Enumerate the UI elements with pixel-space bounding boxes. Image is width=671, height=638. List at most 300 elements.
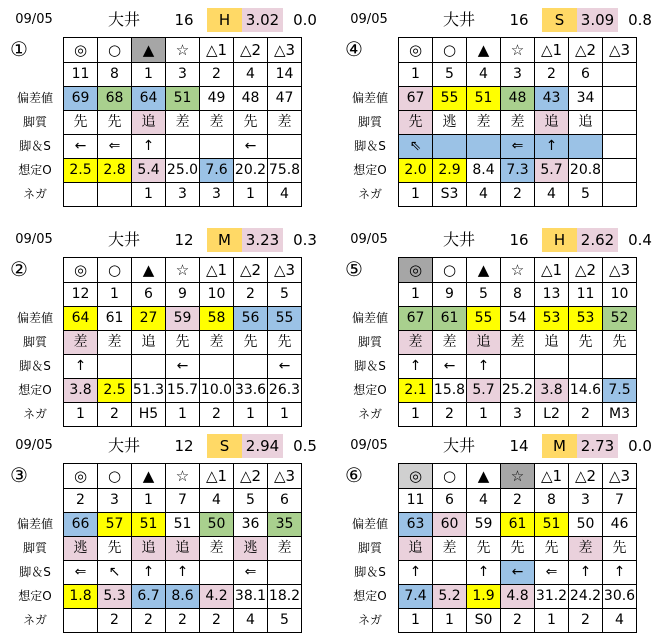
race-grade-badge: H <box>207 8 242 32</box>
cell-ashi-3: ↑ <box>467 561 501 585</box>
race-grade-badge: S <box>207 434 242 458</box>
cell-nega-3: 2 <box>132 609 166 633</box>
cell-odds-5: 5.7 <box>535 159 569 183</box>
cell-quality-4: 先 <box>501 537 535 561</box>
cell-odds-3: 5.7 <box>467 379 501 403</box>
cell-odds-3: 51.3 <box>132 379 166 403</box>
cell-marks-7: △3 <box>603 464 637 489</box>
cell-odds-4: 7.3 <box>501 159 535 183</box>
row-negative <box>399 403 637 427</box>
cell-marks-3: ▲ <box>467 38 501 63</box>
race-score: 2.62 <box>577 228 618 252</box>
cell-dev-6: 48 <box>234 87 268 111</box>
cell-ashi-3 <box>132 355 166 379</box>
cell-nega-7 <box>603 183 637 207</box>
race-score: 3.02 <box>242 8 283 32</box>
cell-dev-5: 53 <box>535 307 569 331</box>
cell-dev-6: 50 <box>569 513 603 537</box>
row-marks <box>64 258 302 283</box>
cell-odds-3: 6.7 <box>132 585 166 609</box>
cell-ashi-4: ← <box>166 355 200 379</box>
cell-nums-2: 5 <box>433 63 467 87</box>
cell-quality-4: 差 <box>501 331 535 355</box>
cell-quality-3: 追 <box>132 331 166 355</box>
cell-odds-4: 25.2 <box>501 379 535 403</box>
cell-marks-1: ◎ <box>64 38 98 63</box>
cell-nums-3: 6 <box>132 283 166 307</box>
cell-quality-5: 差 <box>200 331 234 355</box>
cell-odds-5: 3.8 <box>535 379 569 403</box>
cell-ashi-1: ← <box>64 135 98 159</box>
cell-ashi-2: ⇐ <box>98 135 132 159</box>
cell-ashi-7 <box>603 355 637 379</box>
cell-marks-6: △2 <box>569 38 603 63</box>
race-score: 3.23 <box>242 228 283 252</box>
cell-nega-3: 1 <box>467 403 501 427</box>
label-nega: ネガ <box>22 407 47 421</box>
race-venue: 大井 <box>442 230 475 249</box>
cell-odds-1: 1.8 <box>64 585 98 609</box>
cell-quality-5: 差 <box>200 111 234 135</box>
race-grade-badge: H <box>542 228 577 252</box>
cell-nums-7 <box>603 63 637 87</box>
cell-ashi-5 <box>200 355 234 379</box>
row-marks <box>64 38 302 63</box>
label-nega: ネガ <box>357 187 382 201</box>
row-expected-odds <box>64 159 302 183</box>
cell-ashi-5 <box>200 135 234 159</box>
cell-nums-7: 10 <box>603 283 637 307</box>
cell-nums-1: 1 <box>399 63 433 87</box>
cell-ashi-7: ← <box>268 355 302 379</box>
race-value: 0.3 <box>293 231 317 249</box>
cell-ashi-7 <box>268 135 302 159</box>
cell-dev-1: 69 <box>64 87 98 111</box>
cell-quality-1: 先 <box>64 111 98 135</box>
row-horse-numbers <box>64 489 302 513</box>
cell-marks-1: ◎ <box>64 258 98 283</box>
row-position-arrows <box>399 355 637 379</box>
race-header <box>8 432 331 460</box>
race-date: 09/05 <box>350 438 388 453</box>
cell-nega-7: 4 <box>268 183 302 207</box>
row-running-style <box>399 537 637 561</box>
cell-marks-7: △3 <box>268 258 302 283</box>
row-deviation <box>64 307 302 331</box>
race-value: 0.0 <box>628 437 652 455</box>
cell-quality-6: 先 <box>234 331 268 355</box>
cell-ashi-5 <box>200 561 234 585</box>
cell-nega-1: 1 <box>399 609 433 633</box>
cell-nega-2: 2 <box>433 403 467 427</box>
cell-dev-3: 27 <box>132 307 166 331</box>
cell-quality-2: 差 <box>433 537 467 561</box>
cell-ashi-1: ⇖ <box>399 135 433 159</box>
cell-dev-3: 51 <box>132 513 166 537</box>
cell-nums-3: 5 <box>467 283 501 307</box>
cell-ashi-1: ↑ <box>399 561 433 585</box>
cell-dev-5: 51 <box>535 513 569 537</box>
cell-dev-5: 50 <box>200 513 234 537</box>
race-value: 0.4 <box>628 231 652 249</box>
cell-nums-2: 9 <box>433 283 467 307</box>
cell-nums-1: 11 <box>399 489 433 513</box>
cell-quality-2: 差 <box>98 331 132 355</box>
label-odds: 想定O <box>353 163 387 177</box>
race-grade-badge: M <box>542 434 577 458</box>
cell-nums-6: 3 <box>569 489 603 513</box>
cell-marks-2: ○ <box>433 258 467 283</box>
race-venue: 大井 <box>442 10 475 29</box>
cell-ashi-3 <box>467 135 501 159</box>
cell-dev-7: 47 <box>268 87 302 111</box>
cell-nega-6: 1 <box>234 403 268 427</box>
row-running-style <box>399 331 637 355</box>
cell-nega-5: 2 <box>200 403 234 427</box>
cell-marks-4: ☆ <box>166 464 200 489</box>
cell-nums-5: 8 <box>535 489 569 513</box>
label-quality: 脚質 <box>357 115 382 129</box>
prediction-table <box>63 463 302 633</box>
cell-odds-2: 5.2 <box>433 585 467 609</box>
cell-odds-5: 7.6 <box>200 159 234 183</box>
cell-odds-6: 24.2 <box>569 585 603 609</box>
cell-nega-4: 2 <box>501 183 535 207</box>
cell-nums-5: 2 <box>200 63 234 87</box>
row-position-arrows <box>64 355 302 379</box>
cell-ashi-4 <box>501 355 535 379</box>
race-number: ① <box>10 37 28 61</box>
cell-nega-1 <box>64 183 98 207</box>
cell-odds-1: 2.5 <box>64 159 98 183</box>
cell-odds-6: 33.6 <box>234 379 268 403</box>
label-dev: 偏差値 <box>16 91 53 105</box>
cell-quality-5: 差 <box>200 537 234 561</box>
cell-quality-7: 先 <box>603 331 637 355</box>
row-horse-numbers <box>399 283 637 307</box>
cell-nums-7: 6 <box>268 489 302 513</box>
row-deviation <box>64 87 302 111</box>
cell-odds-7: 7.5 <box>603 379 637 403</box>
cell-quality-4: 先 <box>166 331 200 355</box>
cell-nega-4: 3 <box>166 183 200 207</box>
row-deviation <box>399 87 637 111</box>
cell-ashi-3: ↑ <box>132 561 166 585</box>
cell-quality-3: 追 <box>467 331 501 355</box>
cell-ashi-5 <box>535 355 569 379</box>
cell-dev-7: 35 <box>268 513 302 537</box>
cell-nega-1: 1 <box>399 183 433 207</box>
cell-nega-7: M3 <box>603 403 637 427</box>
cell-nums-6: 5 <box>234 489 268 513</box>
cell-odds-5: 10.0 <box>200 379 234 403</box>
cell-quality-5: 先 <box>535 537 569 561</box>
row-deviation <box>399 513 637 537</box>
prediction-table <box>63 37 302 207</box>
cell-odds-4: 8.6 <box>166 585 200 609</box>
cell-nums-4: 7 <box>166 489 200 513</box>
cell-quality-3: 差 <box>467 111 501 135</box>
cell-dev-6: 34 <box>569 87 603 111</box>
cell-marks-1: ◎ <box>399 258 433 283</box>
cell-odds-7: 26.3 <box>268 379 302 403</box>
cell-dev-2: 57 <box>98 513 132 537</box>
cell-quality-5: 追 <box>535 331 569 355</box>
cell-quality-2: 先 <box>98 537 132 561</box>
label-ashi: 脚＆S <box>19 359 51 373</box>
cell-dev-2: 68 <box>98 87 132 111</box>
cell-quality-7: 先 <box>603 537 637 561</box>
cell-marks-7: △3 <box>268 464 302 489</box>
cell-ashi-3: ↑ <box>132 135 166 159</box>
cell-marks-1: ◎ <box>399 464 433 489</box>
row-marks <box>64 464 302 489</box>
race-field-size: 12 <box>174 231 194 249</box>
cell-dev-1: 63 <box>399 513 433 537</box>
cell-nums-2: 1 <box>98 283 132 307</box>
race-date: 09/05 <box>15 232 53 247</box>
cell-quality-4: 差 <box>501 111 535 135</box>
cell-nega-4: 2 <box>166 609 200 633</box>
cell-nega-5: 2 <box>200 609 234 633</box>
cell-quality-5: 追 <box>535 111 569 135</box>
race-value: 0.0 <box>293 11 317 29</box>
prediction-table <box>63 257 302 427</box>
cell-quality-6: 先 <box>569 331 603 355</box>
cell-odds-6: 20.2 <box>234 159 268 183</box>
cell-odds-2: 15.8 <box>433 379 467 403</box>
race-header <box>8 226 331 254</box>
prediction-table <box>398 37 637 207</box>
race-number: ④ <box>345 37 363 61</box>
cell-dev-3: 55 <box>467 307 501 331</box>
cell-marks-1: ◎ <box>399 38 433 63</box>
cell-nums-3: 1 <box>132 489 166 513</box>
prediction-table <box>398 463 637 633</box>
label-quality: 脚質 <box>357 335 382 349</box>
cell-dev-5: 58 <box>200 307 234 331</box>
cell-quality-2: 差 <box>433 331 467 355</box>
cell-dev-7: 52 <box>603 307 637 331</box>
cell-dev-1: 67 <box>399 307 433 331</box>
prediction-table <box>398 257 637 427</box>
cell-dev-6: 53 <box>569 307 603 331</box>
cell-marks-3: ▲ <box>132 464 166 489</box>
label-odds: 想定O <box>18 383 52 397</box>
cell-dev-3: 59 <box>467 513 501 537</box>
cell-nega-4: 3 <box>501 403 535 427</box>
cell-nums-4: 3 <box>501 63 535 87</box>
cell-marks-3: ▲ <box>132 38 166 63</box>
cell-nega-3: 1 <box>132 183 166 207</box>
cell-odds-7: 30.6 <box>603 585 637 609</box>
cell-marks-5: △1 <box>200 258 234 283</box>
race-date: 09/05 <box>15 12 53 27</box>
label-dev: 偏差値 <box>351 517 388 531</box>
cell-marks-6: △2 <box>569 464 603 489</box>
cell-marks-5: △1 <box>200 38 234 63</box>
race-field-size: 14 <box>509 437 529 455</box>
cell-odds-4: 4.8 <box>501 585 535 609</box>
cell-quality-3: 追 <box>132 111 166 135</box>
cell-marks-3: ▲ <box>467 258 501 283</box>
cell-nega-3: S0 <box>467 609 501 633</box>
row-negative <box>399 183 637 207</box>
race-number: ③ <box>10 463 28 487</box>
cell-nums-6: 6 <box>569 63 603 87</box>
cell-ashi-4 <box>166 135 200 159</box>
cell-dev-4: 51 <box>166 87 200 111</box>
label-odds: 想定O <box>18 589 52 603</box>
cell-nums-5: 13 <box>535 283 569 307</box>
cell-odds-4: 25.0 <box>166 159 200 183</box>
cell-marks-6: △2 <box>234 464 268 489</box>
cell-odds-7 <box>603 159 637 183</box>
cell-nums-2: 3 <box>98 489 132 513</box>
cell-nums-2: 6 <box>433 489 467 513</box>
cell-nega-6: 1 <box>234 183 268 207</box>
label-nega: ネガ <box>22 613 47 627</box>
cell-marks-5: △1 <box>535 258 569 283</box>
cell-odds-2: 2.8 <box>98 159 132 183</box>
cell-ashi-2: ← <box>433 355 467 379</box>
cell-nums-3: 4 <box>467 63 501 87</box>
cell-nums-2: 8 <box>98 63 132 87</box>
row-negative <box>399 609 637 633</box>
cell-quality-1: 追 <box>399 537 433 561</box>
row-running-style <box>399 111 637 135</box>
cell-nega-1: 1 <box>399 403 433 427</box>
row-horse-numbers <box>399 63 637 87</box>
cell-dev-7: 46 <box>603 513 637 537</box>
label-dev: 偏差値 <box>351 311 388 325</box>
cell-nega-1 <box>64 609 98 633</box>
race-field-size: 16 <box>509 11 529 29</box>
label-dev: 偏差値 <box>351 91 388 105</box>
race-header <box>343 226 666 254</box>
cell-nega-3: 4 <box>467 183 501 207</box>
cell-odds-5: 31.2 <box>535 585 569 609</box>
cell-nega-3: H5 <box>132 403 166 427</box>
row-running-style <box>64 111 302 135</box>
cell-dev-4: 61 <box>501 513 535 537</box>
cell-ashi-5: ⇐ <box>535 561 569 585</box>
cell-dev-2: 55 <box>433 87 467 111</box>
cell-nums-6: 11 <box>569 283 603 307</box>
cell-odds-7: 18.2 <box>268 585 302 609</box>
cell-nega-6: 4 <box>234 609 268 633</box>
row-marks <box>399 258 637 283</box>
cell-ashi-7 <box>603 135 637 159</box>
cell-odds-5: 4.2 <box>200 585 234 609</box>
cell-dev-4: 51 <box>166 513 200 537</box>
cell-nega-2: 2 <box>98 403 132 427</box>
cell-ashi-5: ↑ <box>535 135 569 159</box>
cell-marks-3: ▲ <box>467 464 501 489</box>
cell-marks-5: △1 <box>200 464 234 489</box>
row-position-arrows <box>64 561 302 585</box>
cell-dev-2: 60 <box>433 513 467 537</box>
label-nega: ネガ <box>22 187 47 201</box>
race-venue: 大井 <box>107 10 140 29</box>
cell-quality-6: 先 <box>234 111 268 135</box>
label-ashi: 脚＆S <box>354 359 386 373</box>
cell-odds-3: 5.4 <box>132 159 166 183</box>
cell-marks-4: ☆ <box>166 38 200 63</box>
row-position-arrows <box>64 135 302 159</box>
cell-dev-3: 64 <box>132 87 166 111</box>
cell-ashi-2 <box>98 355 132 379</box>
cell-quality-6: 追 <box>569 111 603 135</box>
cell-quality-4: 追 <box>166 537 200 561</box>
cell-quality-3: 追 <box>132 537 166 561</box>
cell-quality-1: 先 <box>399 111 433 135</box>
cell-nums-4: 2 <box>501 489 535 513</box>
label-nega: ネガ <box>357 407 382 421</box>
cell-nega-5: 4 <box>535 183 569 207</box>
cell-marks-7: △3 <box>603 38 637 63</box>
cell-quality-1: 差 <box>64 331 98 355</box>
cell-ashi-2 <box>433 561 467 585</box>
cell-dev-2: 61 <box>98 307 132 331</box>
cell-quality-6: 逃 <box>234 537 268 561</box>
cell-nega-6: 5 <box>569 183 603 207</box>
cell-nega-2 <box>98 183 132 207</box>
cell-marks-4: ☆ <box>501 258 535 283</box>
cell-odds-1: 3.8 <box>64 379 98 403</box>
cell-ashi-1: ↑ <box>399 355 433 379</box>
cell-nega-6: 2 <box>569 609 603 633</box>
cell-ashi-6: ← <box>234 135 268 159</box>
row-position-arrows <box>399 561 637 585</box>
cell-odds-1: 2.1 <box>399 379 433 403</box>
race-header <box>8 6 331 34</box>
row-position-arrows <box>399 135 637 159</box>
cell-nega-7: 1 <box>268 403 302 427</box>
cell-marks-6: △2 <box>569 258 603 283</box>
cell-dev-1: 64 <box>64 307 98 331</box>
cell-ashi-4: ⇐ <box>501 135 535 159</box>
cell-nega-2: 2 <box>98 609 132 633</box>
row-marks <box>399 38 637 63</box>
label-quality: 脚質 <box>357 541 382 555</box>
cell-ashi-7: ↑ <box>603 561 637 585</box>
race-number: ⑥ <box>345 463 363 487</box>
row-expected-odds <box>399 379 637 403</box>
cell-dev-3: 51 <box>467 87 501 111</box>
race-date: 09/05 <box>15 438 53 453</box>
cell-ashi-6 <box>234 355 268 379</box>
cell-odds-2: 2.5 <box>98 379 132 403</box>
cell-ashi-3: ↑ <box>467 355 501 379</box>
cell-marks-5: △1 <box>535 464 569 489</box>
cell-odds-7: 75.8 <box>268 159 302 183</box>
cell-dev-7 <box>603 87 637 111</box>
cell-ashi-1: ⇐ <box>64 561 98 585</box>
cell-dev-7: 55 <box>268 307 302 331</box>
cell-nums-1: 2 <box>64 489 98 513</box>
cell-quality-7: 先 <box>268 331 302 355</box>
cell-quality-7: 差 <box>268 537 302 561</box>
cell-dev-5: 49 <box>200 87 234 111</box>
cell-dev-1: 67 <box>399 87 433 111</box>
cell-dev-5: 43 <box>535 87 569 111</box>
row-expected-odds <box>399 159 637 183</box>
race-date: 09/05 <box>350 232 388 247</box>
cell-quality-1: 逃 <box>64 537 98 561</box>
cell-odds-3: 1.9 <box>467 585 501 609</box>
label-dev: 偏差値 <box>16 517 53 531</box>
